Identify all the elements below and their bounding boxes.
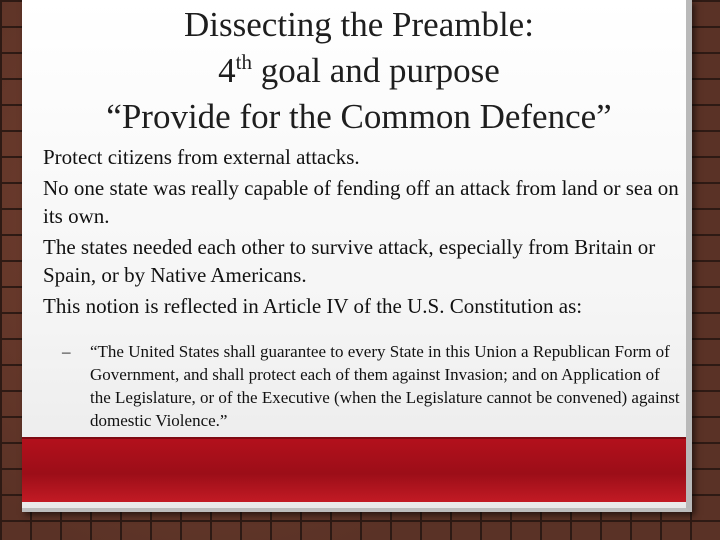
body-paragraph-1: Protect citizens from external attacks.	[43, 145, 360, 169]
title-line-1: Dissecting the Preamble:	[184, 5, 534, 44]
body-paragraph-3: The states needed each other to survive attack, especially from Britain or Spain, or by Native Americans.	[43, 235, 656, 287]
title-ordinal-suffix: th	[235, 50, 252, 74]
title-number: 4	[218, 51, 236, 90]
red-accent-band	[22, 437, 686, 502]
body-paragraph-4: This notion is reflected in Article IV of the U.S. Constitution as:	[43, 294, 583, 318]
body-paragraph-2: No one state was really capable of fending off an attack from land or sea on its own.	[43, 176, 679, 228]
slide-title	[22, 2, 696, 140]
title-line-2	[22, 48, 696, 94]
title-line-3: “Provide for the Common Defence”	[106, 97, 612, 136]
title-line-2-text: goal and purpose	[251, 51, 500, 90]
constitution-quote: “The United States shall guarantee to every State in this Union a Republican Form of Government, and shall protect each of them against Invasion; and on Application of the Legislature, or of the Executive (when the Legislature cannot be convened) against domestic Violence.”	[90, 342, 680, 430]
slide-body	[43, 143, 683, 323]
sub-bullet	[62, 340, 682, 432]
dash-bullet-marker: –	[62, 342, 71, 361]
